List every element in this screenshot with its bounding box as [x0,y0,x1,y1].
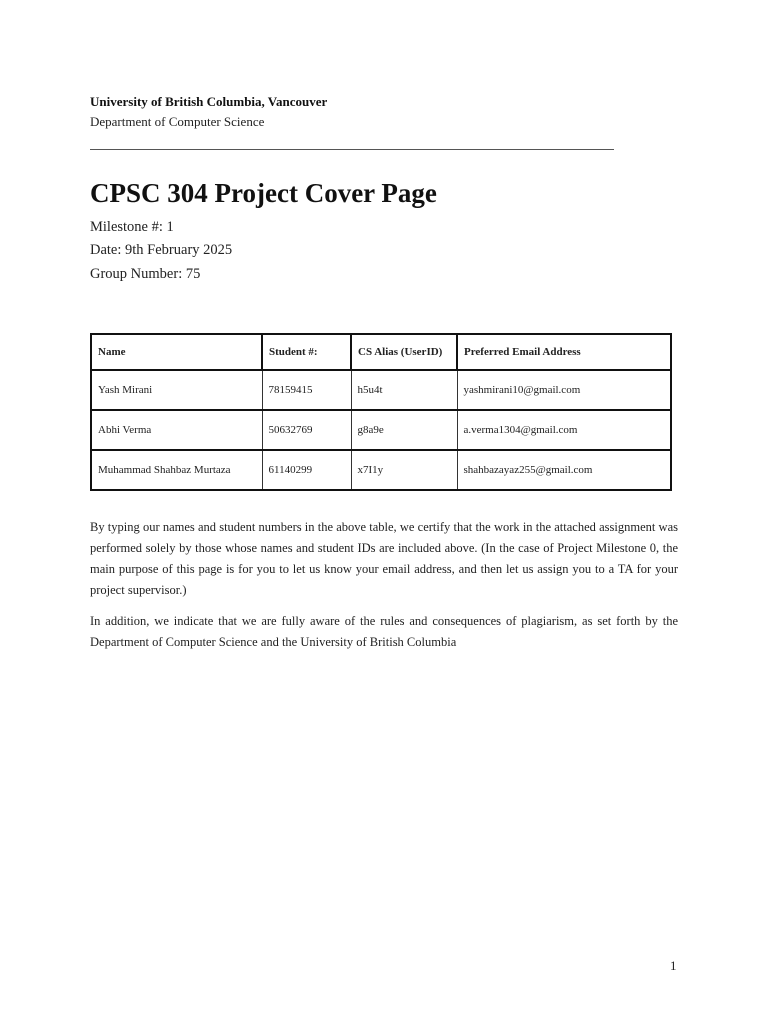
cell-name: Yash Mirani [91,370,262,410]
cell-name: Abhi Verma [91,410,262,450]
header-cs-alias: CS Alias (UserID) [351,334,457,370]
page-number: 1 [670,958,677,973]
page-title: CPSC 304 Project Cover Page [90,178,437,208]
table-row [91,410,671,450]
university-name: University of British Columbia, Vancouver [90,94,328,109]
table-row [91,370,671,410]
group-members-table [90,333,672,491]
plagiarism-paragraph: In addition, we indicate that we are fully aware of the rules and consequences of plagiarism, as set forth by the Department of Computer Science and the University of British Columbia [90,614,678,649]
cell-cs-alias: h5u4t [351,370,457,410]
cell-student-number: 61140299 [262,450,351,490]
header-email: Preferred Email Address [457,334,671,370]
cell-email: a.verma1304@gmail.com [457,410,671,450]
cell-email: yashmirani10@gmail.com [457,370,671,410]
header-student-number: Student #: [262,334,351,370]
cell-cs-alias: g8a9e [351,410,457,450]
cell-email: shahbazayaz255@gmail.com [457,450,671,490]
cell-student-number: 78159415 [262,370,351,410]
department-name: Department of Computer Science [90,114,265,129]
cell-name: Muhammad Shahbaz Murtaza [91,450,262,490]
group-number-line: Group Number: 75 [90,266,201,282]
table-row [91,450,671,490]
header-rule [90,149,614,150]
header-name: Name [91,334,262,370]
date-line: Date: 9th February 2025 [90,242,233,258]
cell-cs-alias: x7I1y [351,450,457,490]
cell-student-number: 50632769 [262,410,351,450]
milestone-line: Milestone #: 1 [90,219,174,235]
certification-paragraph: By typing our names and student numbers in the above table, we certify that the work in the attached assignment was performed solely by those whose names and student IDs are included above. (In the case of Project Milestone 0, the main purpose of this page is for you to let us know your email address, and then let us assign you to a TA for your project supervisor.) [90,520,678,597]
table-header-row [91,334,671,370]
